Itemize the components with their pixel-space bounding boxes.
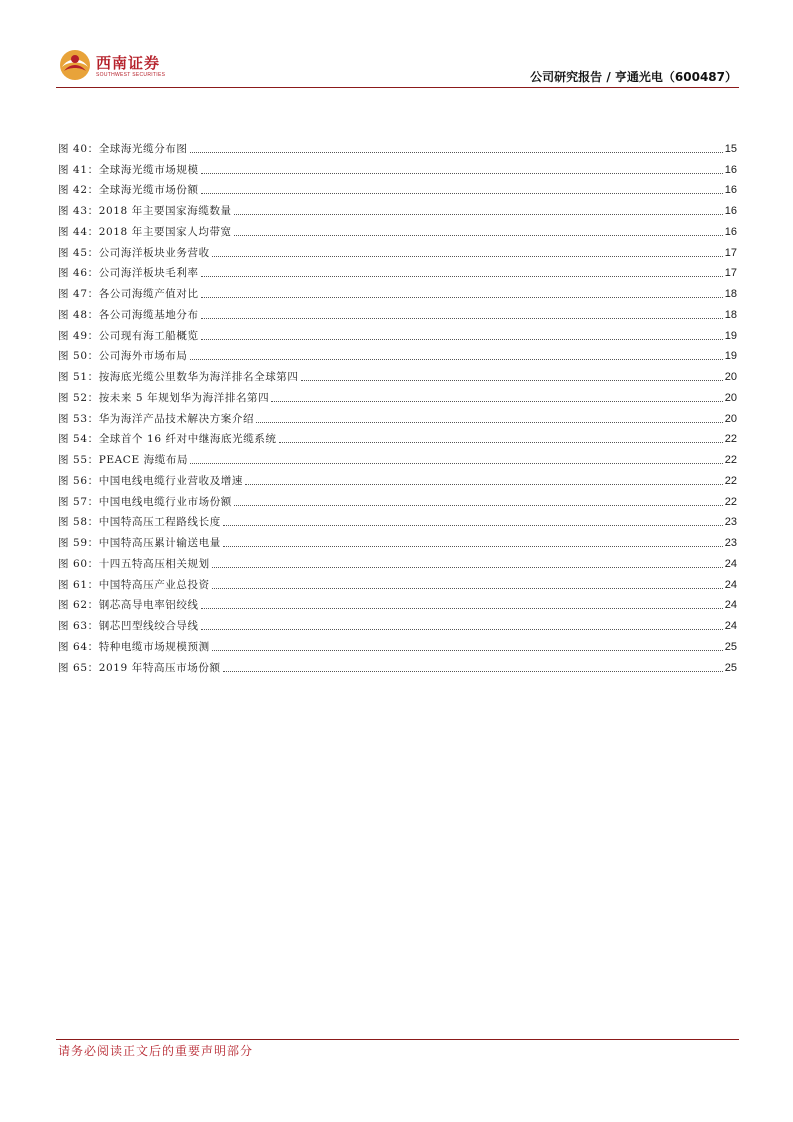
toc-entry-label: 图 53：华为海洋产品技术解决方案介绍 (58, 412, 255, 425)
toc-leader-dots (201, 339, 723, 340)
toc-entry[interactable] (58, 363, 737, 384)
header-divider (56, 87, 739, 88)
toc-entry-label: 图 50：公司海外市场布局 (58, 350, 188, 363)
toc-entry-label: 图 42：全球海光缆市场份额 (58, 184, 199, 197)
toc-entry-page: 19 (724, 329, 737, 342)
toc-leader-dots (223, 671, 723, 672)
toc-leader-dots (201, 173, 723, 174)
toc-leader-dots (201, 318, 723, 319)
toc-entry-label: 图 46：公司海洋板块毛利率 (58, 267, 199, 280)
toc-entry[interactable] (58, 467, 737, 488)
toc-entry-label: 图 59：中国特高压累计输送电量 (58, 537, 221, 549)
toc-leader-dots (212, 650, 723, 651)
toc-entry[interactable] (58, 260, 737, 281)
toc-entry[interactable] (58, 509, 737, 530)
toc-entry-page: 18 (724, 308, 737, 321)
toc-entry-page: 22 (724, 454, 737, 466)
toc-entry[interactable] (58, 405, 737, 426)
toc-entry[interactable] (58, 218, 737, 239)
toc-entry[interactable] (58, 654, 737, 675)
toc-leader-dots (234, 235, 723, 236)
toc-entry-label: 图 58：中国特高压工程路线长度 (58, 516, 221, 529)
toc-entry-page: 16 (724, 205, 737, 217)
toc-entry-page: 23 (724, 516, 737, 529)
toc-entry-page: 20 (724, 412, 737, 425)
toc-entry-page: 19 (724, 350, 737, 363)
figure-index-list (58, 135, 737, 675)
toc-entry[interactable] (58, 446, 737, 467)
disclaimer-note: 请务必阅读正文后的重要声明部分 (58, 1044, 254, 1058)
toc-entry[interactable] (58, 239, 737, 260)
toc-leader-dots (223, 525, 723, 526)
toc-entry-page: 20 (724, 371, 737, 383)
toc-leader-dots (256, 422, 723, 423)
toc-entry-label: 图 57：中国电线电缆行业市场份额 (58, 495, 232, 508)
toc-entry-label: 图 49：公司现有海工船概览 (58, 329, 199, 342)
toc-entry[interactable] (58, 550, 737, 571)
toc-entry-label: 图 45：公司海洋板块业务营收 (58, 246, 210, 259)
toc-entry-page: 22 (724, 433, 737, 446)
toc-leader-dots (201, 193, 723, 194)
page-header (56, 44, 739, 90)
toc-leader-dots (234, 505, 723, 506)
toc-entry-page: 16 (724, 163, 737, 176)
toc-leader-dots (201, 629, 723, 630)
toc-entry-label: 图 41：全球海光缆市场规模 (58, 163, 199, 176)
toc-leader-dots (223, 546, 723, 547)
toc-leader-dots (212, 588, 723, 589)
toc-entry[interactable] (58, 322, 737, 343)
brand-name-cn: 西南证券 (96, 54, 161, 72)
toc-entry-page: 24 (724, 578, 737, 591)
toc-entry-page: 23 (724, 537, 737, 549)
toc-leader-dots (279, 442, 723, 443)
toc-entry-label: 图 56：中国电线电缆行业营收及增速 (58, 474, 243, 487)
toc-entry-label: 图 47：各公司海缆产值对比 (58, 288, 199, 300)
toc-entry[interactable] (58, 426, 737, 447)
toc-entry-page: 24 (724, 557, 737, 570)
toc-leader-dots (190, 152, 723, 153)
toc-entry[interactable] (58, 612, 737, 633)
toc-entry[interactable] (58, 197, 737, 218)
toc-entry[interactable] (58, 488, 737, 509)
toc-leader-dots (201, 297, 723, 298)
toc-entry-page: 24 (724, 599, 737, 612)
toc-leader-dots (271, 401, 722, 402)
toc-entry-label: 图 48：各公司海缆基地分布 (58, 308, 199, 321)
toc-entry-page: 15 (724, 142, 737, 155)
toc-entry[interactable] (58, 280, 737, 301)
toc-entry-label: 图 55：PEACE 海缆布局 (58, 454, 189, 466)
toc-leader-dots (190, 359, 723, 360)
toc-leader-dots (212, 256, 723, 257)
toc-entry-label: 图 43：2018 年主要国家海缆数量 (58, 205, 232, 217)
toc-entry[interactable] (58, 529, 737, 550)
toc-entry-page: 25 (724, 640, 737, 653)
toc-entry-label: 图 62：钢芯高导电率铝绞线 (58, 599, 199, 612)
toc-entry[interactable] (58, 135, 737, 156)
toc-entry-label: 图 64：特种电缆市场规模预测 (58, 640, 210, 653)
toc-entry-label: 图 65：2019 年特高压市场份额 (58, 661, 221, 674)
toc-entry[interactable] (58, 301, 737, 322)
toc-entry[interactable] (58, 571, 737, 592)
toc-entry-page: 17 (724, 267, 737, 280)
toc-leader-dots (212, 567, 723, 568)
company-logo (58, 48, 178, 84)
toc-leader-dots (234, 214, 723, 215)
toc-entry-label: 图 44：2018 年主要国家人均带宽 (58, 225, 232, 238)
toc-entry-page: 20 (724, 391, 737, 404)
footer-divider (56, 1039, 739, 1040)
toc-leader-dots (201, 276, 723, 277)
toc-leader-dots (201, 608, 723, 609)
toc-leader-dots (301, 380, 723, 381)
toc-entry-page: 16 (724, 184, 737, 197)
toc-entry-label: 图 51：按海底光缆公里数华为海洋排名全球第四 (58, 371, 299, 383)
toc-entry[interactable] (58, 592, 737, 613)
toc-entry[interactable] (58, 343, 737, 364)
toc-entry-page: 17 (724, 246, 737, 259)
toc-entry-label: 图 40：全球海光缆分布图 (58, 142, 188, 155)
toc-entry-label: 图 52：按未来 5 年规划华为海洋排名第四 (58, 391, 270, 404)
toc-entry-label: 图 61：中国特高压产业总投资 (58, 578, 210, 591)
toc-entry-label: 图 54：全球首个 16 纤对中继海底光缆系统 (58, 433, 277, 446)
report-title: 公司研究报告 / 亨通光电（600487） (530, 70, 737, 84)
toc-entry-page: 22 (724, 495, 737, 508)
toc-entry-page: 22 (724, 474, 737, 487)
toc-entry[interactable] (58, 177, 737, 198)
logo-emblem-icon (58, 48, 92, 82)
toc-entry-page: 24 (724, 620, 737, 632)
toc-entry-label: 图 60：十四五特高压相关规划 (58, 557, 210, 570)
brand-name-en: SOUTHWEST SECURITIES (96, 72, 166, 78)
toc-entry-page: 25 (724, 661, 737, 674)
toc-entry[interactable] (58, 384, 737, 405)
toc-leader-dots (245, 484, 723, 485)
toc-leader-dots (190, 463, 723, 464)
toc-entry[interactable] (58, 156, 737, 177)
toc-entry[interactable] (58, 633, 737, 654)
toc-entry-page: 18 (724, 288, 737, 300)
toc-entry-page: 16 (724, 225, 737, 238)
toc-entry-label: 图 63：钢芯凹型线绞合导线 (58, 620, 199, 632)
